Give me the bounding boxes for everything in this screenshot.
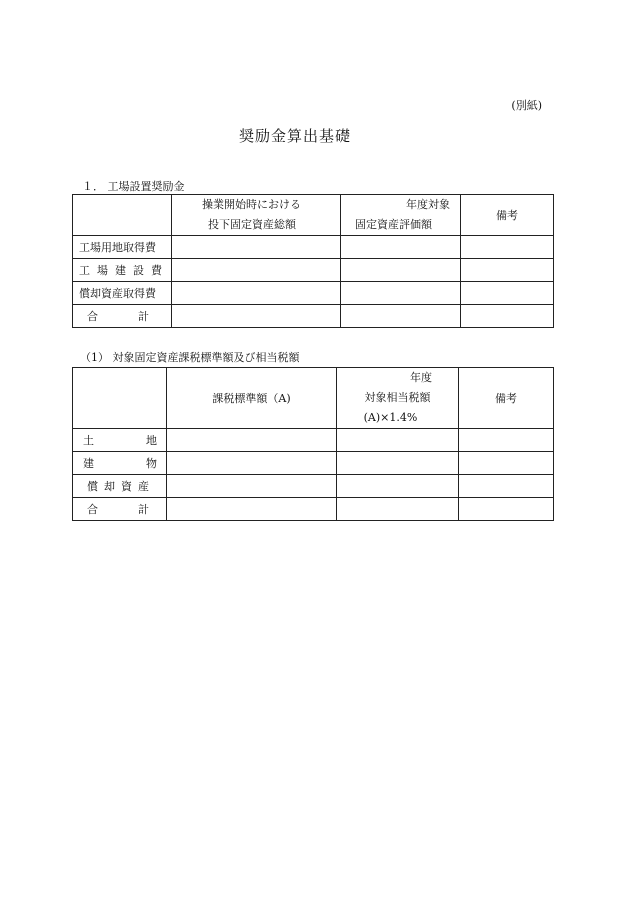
section2-heading: （1） 対象固定資産課税標準額及び相当税額	[80, 351, 300, 364]
table-cell	[337, 452, 459, 475]
header-remarks: 備考	[461, 195, 554, 236]
table-cell	[172, 305, 341, 328]
table-row	[73, 475, 554, 498]
table-row	[73, 259, 554, 282]
table-cell	[461, 282, 554, 305]
row-label-total: 合計	[73, 498, 167, 521]
table-cell	[461, 259, 554, 282]
table-row	[73, 498, 554, 521]
table-cell	[341, 282, 461, 305]
header-blank-cell	[73, 195, 172, 236]
table-cell	[337, 429, 459, 452]
row-label-depreciable-assets: 償却資産	[73, 475, 167, 498]
row-label-land: 土地	[73, 429, 167, 452]
header-investment-line2: 投下固定資産総額	[208, 218, 296, 231]
table-cell	[461, 236, 554, 259]
header-investment-total	[172, 195, 341, 236]
header-tax-amount-line1: 年度	[410, 371, 432, 384]
table-cell	[167, 498, 337, 521]
header-tax-amount-line2: 対象相当税額	[364, 391, 431, 404]
tax-base-table	[72, 367, 554, 521]
header-investment-line1: 操業開始時における	[202, 198, 301, 211]
table-cell	[459, 429, 554, 452]
table-cell	[341, 305, 461, 328]
table-cell	[459, 475, 554, 498]
row-label-factory-construction: 工場建設費	[73, 259, 172, 282]
row-label-land-acquisition: 工場用地取得費	[73, 236, 172, 259]
table-row	[73, 236, 554, 259]
table-cell	[172, 236, 341, 259]
table-header-row	[73, 195, 554, 236]
table-header-row	[73, 368, 554, 429]
section1-heading: １． 工場設置奨励金	[82, 180, 185, 193]
table-cell	[167, 475, 337, 498]
table-cell	[337, 475, 459, 498]
header-assessed-value	[341, 195, 461, 236]
table-row	[73, 452, 554, 475]
table-cell	[172, 259, 341, 282]
row-label-building: 建物	[73, 452, 167, 475]
attachment-note: (別紙)	[511, 99, 542, 112]
table-cell	[341, 259, 461, 282]
table-cell	[459, 452, 554, 475]
header-tax-base: 課税標準額（A)	[167, 368, 337, 429]
table-cell	[461, 305, 554, 328]
row-label-total: 合計	[73, 305, 172, 328]
table-row	[73, 282, 554, 305]
table-row	[73, 429, 554, 452]
document-title: 奨励金算出基礎	[238, 127, 351, 145]
row-label-depreciable-assets: 償却資産取得費	[73, 282, 172, 305]
header-blank-cell	[73, 368, 167, 429]
header-assessed-line2: 固定資産評価額	[355, 218, 432, 231]
header-remarks: 備考	[459, 368, 554, 429]
table-cell	[341, 236, 461, 259]
table-row	[73, 305, 554, 328]
table-cell	[172, 282, 341, 305]
header-tax-amount	[337, 368, 459, 429]
header-tax-amount-line3: (A)×1.4%	[363, 411, 418, 424]
incentive-table	[72, 194, 554, 328]
header-assessed-line1: 年度対象	[406, 198, 450, 211]
table-cell	[459, 498, 554, 521]
table-cell	[337, 498, 459, 521]
